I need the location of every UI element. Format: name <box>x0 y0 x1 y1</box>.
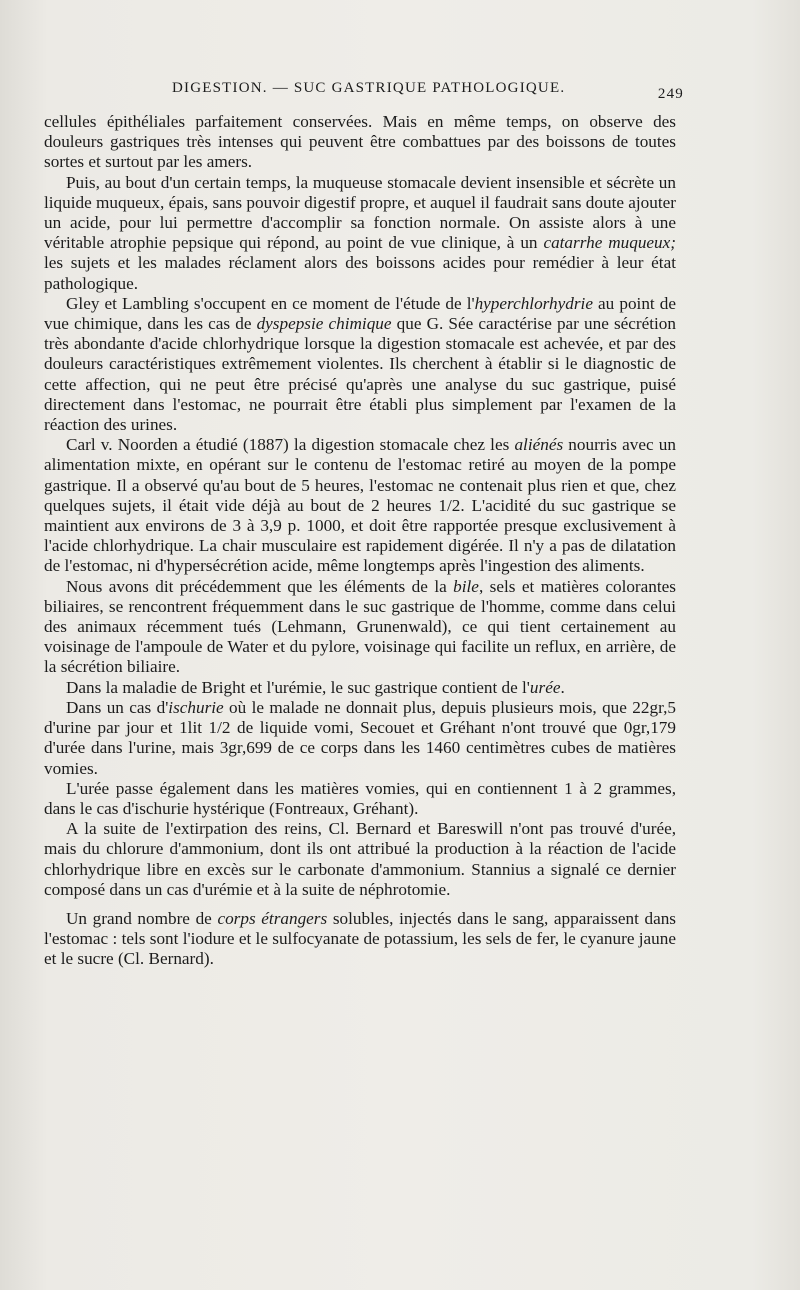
italic-term: aliénés <box>514 435 564 455</box>
paragraph <box>44 779 676 819</box>
text-run: Carl v. Noorden a étudié (1887) la digestion stomacale chez les <box>66 435 515 455</box>
text-run: Nous avons dit précédemment que les éléments de la <box>66 576 454 596</box>
text-run: A la suite de l'extirpation des reins, Cl. Bernard et Bareswill n'ont pas trouvé d'urée, mais du chlorure d'ammonium, dont ils ont attribué la production à la réaction de l'acide chlorhydrique libre en excès sur le carbonate d'ammonium. Stannius a signalé ce dernier composé dans un cas d'urémie et à la suite de néphrotomie. <box>44 819 676 899</box>
paragraph <box>44 112 676 173</box>
text-run: Un grand nombre de <box>66 908 218 928</box>
text-run: que G. Sée caractérise par une sécrétion très abondante d'acide chlorhydrique lorsque la digestion stomacale est achevée, et par des douleurs caractéristiques extrêmement violentes. Ils cherchent à établir si le diagnostic de cette affection, qui ne peut être précisé qu'après une analyse du suc gastrique, puisé directement dans l'estomac, ne pourrait être établi plus simplement par l'examen de la réaction des urines. <box>44 314 676 435</box>
text-run: au point de vue chimique, dans les cas de <box>44 293 676 334</box>
paragraph <box>44 173 676 294</box>
text-run: Dans la maladie de Bright et l'urémie, le suc gastrique contient de l' <box>66 677 530 697</box>
body-text <box>44 112 676 970</box>
paragraph <box>44 698 676 779</box>
paragraph <box>44 909 676 970</box>
paragraph <box>44 294 676 435</box>
text-run: Gley et Lambling s'occupent en ce moment de l'étude de l' <box>66 293 475 313</box>
text-run: Puis, au bout d'un certain temps, la muqueuse stomacale devient insensible et sécrète un liquide muqueux, épais, sans pouvoir digestif propre, et auquel il faudrait sans doute ajouter un acide, pour lui permettre d'accomplir sa fonction normale. On assiste alors à une véritable atrophie pepsique qui répond, au point de vue clinique, à un <box>44 172 676 253</box>
paragraph <box>44 435 676 576</box>
text-run: L'urée passe également dans les matières vomies, qui en contiennent 1 à 2 grammes, dans le cas d'ischurie hystérique (Fontreaux, Gréhant). <box>44 778 676 818</box>
italic-term: bile <box>453 576 479 596</box>
italic-term: catarrhe muqueux; <box>543 233 676 253</box>
text-run: nourris avec un alimentation mixte, en opérant sur le contenu de l'estomac retiré au moyen de la pompe gastrique. Il a observé qu'au bout de 5 heures, l'estomac ne contenait plus rien et que, chez quelques sujets, il était vide déjà au bout de 2 heures 1/2. L'acidité du suc gastrique se maintient aux environs de 3 à 3,9 p. 1000, et doit être rapportée presque exclusivement à l'acide chlorhydrique. La chair musculaire est rapidement digérée. Il n'y a pas de dilatation de l'estomac, ni d'hypersécrétion acide, même longtemps après l'ingestion des aliments. <box>44 435 676 576</box>
page-number: 249 <box>657 86 684 102</box>
text-run: solubles, injectés dans le sang, apparaissent dans l'estomac : tels sont l'iodure et le sulfocyanate de potassium, les sels de fer, le cyanure jaune et le sucre (Cl. Bernard). <box>44 908 676 969</box>
text-run: les sujets et les malades réclament alors des boissons acides pour remédier à leur état pathologique. <box>44 253 676 293</box>
text-run: . <box>560 677 565 697</box>
paragraph <box>44 577 676 678</box>
italic-term: hyperchlorhydrie <box>474 293 593 313</box>
paragraph <box>44 819 676 900</box>
text-run: Dans un cas d' <box>66 697 169 717</box>
italic-term: corps étrangers <box>217 908 328 928</box>
paragraph <box>44 678 676 698</box>
text-run: cellules épithéliales parfaitement conservées. Mais en même temps, on observe des douleurs gastriques très intenses qui peuvent être combattues par des boissons de toutes sortes et surtout par les amers. <box>44 112 676 172</box>
italic-term: ischurie <box>168 697 224 717</box>
text-run: , sels et matières colorantes biliaires, se rencontrent fréquemment dans le suc gastrique de l'homme, comme dans celui des animaux récemment tués (Lehmann, Grunenwald), ce qui tient certainement au voisinage de l'ampoule de Water et du pylore, voisinage qui facilite un reflux, en arrière, de la sécrétion biliaire. <box>44 576 676 677</box>
text-run: où le malade ne donnait plus, depuis plusieurs mois, que 22gr,5 d'urine par jour et 1lit 1/2 de liquide vomi, Secouet et Gréhant n'ont trouvé que 0gr,179 d'urée dans l'urine, mais 3gr,699 de ce corps dans les 1460 centimètres cubes de matières vomies. <box>44 697 676 778</box>
running-title: DIGESTION. — SUC GASTRIQUE PATHOLOGIQUE. <box>172 80 566 96</box>
italic-term: dyspepsie chimique <box>256 314 392 334</box>
italic-term: urée <box>529 677 561 697</box>
